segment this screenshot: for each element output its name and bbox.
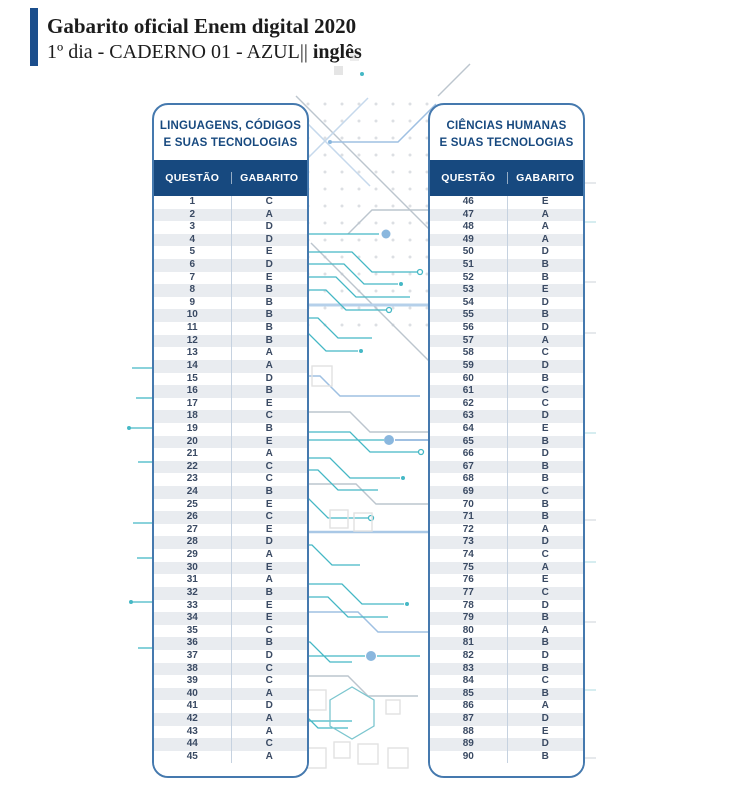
table-row	[430, 675, 583, 688]
answer-cell: B	[231, 637, 308, 650]
question-cell: 12	[186, 334, 198, 346]
question-cell: 68	[462, 473, 474, 485]
table-row	[430, 738, 583, 751]
answer-cell: C	[507, 675, 584, 688]
answer-cell: D	[507, 536, 584, 549]
question-cell: 85	[462, 687, 474, 699]
answer-cell: B	[507, 751, 584, 764]
table-row	[154, 259, 307, 272]
question-cell: 41	[186, 700, 198, 712]
table-row	[430, 688, 583, 701]
page-subtitle-emphasis: inglês	[312, 41, 362, 63]
table-row	[430, 751, 583, 764]
table-row	[154, 536, 307, 549]
table-row	[154, 499, 307, 512]
table-row	[154, 360, 307, 373]
question-cell: 42	[186, 712, 198, 724]
table-row	[154, 385, 307, 398]
table-row	[430, 448, 583, 461]
answer-cell: C	[507, 549, 584, 562]
answer-cell: A	[231, 688, 308, 701]
table-row	[154, 524, 307, 537]
table-row	[154, 335, 307, 348]
answer-cell: B	[507, 499, 584, 512]
answer-cell: D	[507, 297, 584, 310]
question-cell: 88	[462, 725, 474, 737]
question-cell: 86	[462, 700, 474, 712]
table-title	[430, 105, 583, 160]
table-row	[154, 625, 307, 638]
answer-cell: A	[507, 209, 584, 222]
table-row	[430, 335, 583, 348]
answer-cell: D	[507, 322, 584, 335]
answer-cell: A	[507, 700, 584, 713]
table-row	[430, 486, 583, 499]
table-row	[430, 385, 583, 398]
question-cell: 8	[189, 284, 196, 296]
answer-cell: D	[507, 738, 584, 751]
question-cell: 51	[462, 259, 474, 271]
table-row	[430, 473, 583, 486]
question-cell: 89	[462, 738, 474, 750]
question-cell: 76	[462, 574, 474, 586]
answer-cell: B	[507, 511, 584, 524]
table-row	[154, 726, 307, 739]
answer-cell: B	[231, 284, 308, 297]
question-cell: 65	[462, 435, 474, 447]
question-cell: 9	[189, 296, 196, 308]
question-cell: 35	[186, 624, 198, 636]
question-cell: 33	[186, 599, 198, 611]
question-cell: 55	[462, 309, 474, 321]
answer-cell: A	[231, 726, 308, 739]
question-cell: 44	[186, 738, 198, 750]
question-cell: 60	[462, 372, 474, 384]
question-cell: 32	[186, 586, 198, 598]
table-row	[430, 196, 583, 209]
answer-cell: C	[231, 410, 308, 423]
question-cell: 1	[189, 196, 196, 207]
page-title: Gabarito oficial Enem digital 2020	[47, 14, 357, 38]
table-row	[154, 297, 307, 310]
answer-cell: E	[231, 398, 308, 411]
question-cell: 10	[186, 309, 198, 321]
question-cell: 11	[186, 322, 198, 334]
answer-cell: C	[507, 486, 584, 499]
question-cell: 53	[462, 284, 474, 296]
table-row	[430, 234, 583, 247]
answer-cell: C	[231, 738, 308, 751]
answer-cell: B	[507, 373, 584, 386]
answer-cell: D	[507, 713, 584, 726]
question-cell: 49	[462, 233, 474, 245]
question-cell: 31	[186, 574, 198, 586]
question-cell: 69	[462, 486, 474, 498]
table-row	[430, 663, 583, 676]
answer-cell: E	[231, 612, 308, 625]
table-row	[430, 297, 583, 310]
table-row	[154, 423, 307, 436]
table-title-line2: E SUAS TECNOLOGIAS	[163, 137, 298, 149]
answer-cell: A	[507, 335, 584, 348]
question-cell: 48	[462, 221, 474, 233]
column-header-questao: QUESTÃO	[441, 172, 496, 184]
question-cell: 52	[462, 271, 474, 283]
answer-cell: C	[231, 675, 308, 688]
question-cell: 56	[462, 322, 474, 334]
table-row	[430, 221, 583, 234]
table-row	[430, 322, 583, 335]
answer-cell: E	[507, 726, 584, 739]
table-row	[430, 246, 583, 259]
table-body	[430, 196, 583, 776]
column-header-gabarito: GABARITO	[231, 172, 308, 184]
answer-cell: C	[231, 473, 308, 486]
table-row	[154, 562, 307, 575]
answer-cell: D	[231, 373, 308, 386]
table-row	[430, 637, 583, 650]
answer-cell: C	[507, 587, 584, 600]
answer-cell: A	[231, 360, 308, 373]
answer-cell: B	[507, 461, 584, 474]
table-row	[430, 499, 583, 512]
question-cell: 5	[189, 246, 196, 258]
table-row	[430, 549, 583, 562]
answer-cell: B	[231, 486, 308, 499]
table-row	[430, 436, 583, 449]
question-cell: 77	[462, 586, 474, 598]
answer-cell: B	[507, 663, 584, 676]
question-cell: 18	[186, 410, 198, 422]
table-row	[430, 360, 583, 373]
answer-cell: E	[507, 284, 584, 297]
page-subtitle-text: 1º dia - CADERNO 01 - AZUL||	[47, 41, 313, 63]
answer-cell: C	[231, 625, 308, 638]
answer-cell: B	[507, 309, 584, 322]
question-cell: 81	[462, 637, 474, 649]
question-cell: 87	[462, 712, 474, 724]
question-cell: 25	[186, 498, 198, 510]
table-row	[154, 436, 307, 449]
answer-cell: B	[231, 297, 308, 310]
answer-cell: D	[507, 650, 584, 663]
answer-cell: B	[231, 322, 308, 335]
table-row	[154, 398, 307, 411]
table-row	[430, 562, 583, 575]
table-row	[430, 209, 583, 222]
answer-cell: C	[231, 461, 308, 474]
question-cell: 14	[186, 359, 198, 371]
table-row	[154, 549, 307, 562]
question-cell: 67	[462, 460, 474, 472]
question-cell: 59	[462, 359, 474, 371]
table-row	[154, 221, 307, 234]
answer-table-ciencias-humanas	[428, 103, 585, 778]
table-row	[154, 410, 307, 423]
answer-cell: D	[231, 259, 308, 272]
question-cell: 26	[186, 511, 198, 523]
question-cell: 79	[462, 612, 474, 624]
table-row	[154, 574, 307, 587]
question-cell: 78	[462, 599, 474, 611]
question-cell: 70	[462, 498, 474, 510]
table-row	[154, 486, 307, 499]
question-cell: 17	[186, 397, 198, 409]
table-row	[430, 347, 583, 360]
answer-cell: D	[507, 600, 584, 613]
table-row	[430, 536, 583, 549]
table-row	[430, 713, 583, 726]
table-row	[154, 738, 307, 751]
table-row	[154, 675, 307, 688]
answer-cell: D	[231, 650, 308, 663]
table-header-row	[430, 160, 583, 196]
question-cell: 50	[462, 246, 474, 258]
table-row	[430, 574, 583, 587]
table-row	[430, 398, 583, 411]
question-cell: 46	[462, 196, 474, 207]
page-header	[47, 13, 362, 65]
answer-cell: B	[231, 423, 308, 436]
answer-cell: C	[507, 398, 584, 411]
answer-cell: A	[507, 625, 584, 638]
table-row	[154, 209, 307, 222]
table-row	[154, 650, 307, 663]
question-cell: 58	[462, 347, 474, 359]
answer-cell: E	[507, 423, 584, 436]
question-cell: 43	[186, 725, 198, 737]
table-row	[154, 284, 307, 297]
question-cell: 40	[186, 687, 198, 699]
question-cell: 19	[186, 422, 198, 434]
table-row	[154, 309, 307, 322]
answer-cell: B	[507, 436, 584, 449]
question-cell: 38	[186, 662, 198, 674]
table-row	[154, 751, 307, 764]
table-row	[430, 587, 583, 600]
question-cell: 3	[189, 221, 196, 233]
question-cell: 20	[186, 435, 198, 447]
answer-cell: B	[507, 612, 584, 625]
table-row	[430, 524, 583, 537]
answer-cell: B	[231, 335, 308, 348]
answer-cell: E	[231, 436, 308, 449]
question-cell: 72	[462, 523, 474, 535]
question-cell: 29	[186, 549, 198, 561]
answer-cell: B	[231, 587, 308, 600]
table-row	[154, 272, 307, 285]
answer-cell: A	[231, 549, 308, 562]
table-row	[154, 600, 307, 613]
question-cell: 47	[462, 208, 474, 220]
table-row	[154, 246, 307, 259]
table-row	[154, 196, 307, 209]
answer-cell: C	[507, 385, 584, 398]
question-cell: 45	[186, 750, 198, 762]
table-row	[430, 373, 583, 386]
table-row	[430, 461, 583, 474]
answer-cell: B	[507, 688, 584, 701]
table-row	[154, 587, 307, 600]
answer-cell: B	[231, 385, 308, 398]
table-row	[430, 612, 583, 625]
answer-cell: C	[507, 347, 584, 360]
table-title-line1: LINGUAGENS, CÓDIGOS	[159, 120, 302, 132]
answer-cell: D	[507, 360, 584, 373]
answer-cell: A	[507, 221, 584, 234]
table-row	[430, 700, 583, 713]
question-cell: 63	[462, 410, 474, 422]
table-row	[430, 625, 583, 638]
question-cell: 21	[186, 448, 198, 460]
question-cell: 54	[462, 296, 474, 308]
answer-cell: C	[231, 663, 308, 676]
question-cell: 64	[462, 422, 474, 434]
answer-cell: D	[231, 234, 308, 247]
question-cell: 4	[189, 233, 196, 245]
question-cell: 74	[462, 549, 474, 561]
answer-cell: D	[231, 536, 308, 549]
question-cell: 2	[189, 208, 196, 220]
question-cell: 28	[186, 536, 198, 548]
accent-bar	[30, 8, 38, 66]
answer-cell: E	[231, 272, 308, 285]
answer-cell: D	[507, 246, 584, 259]
question-cell: 34	[186, 612, 198, 624]
answer-cell: B	[507, 259, 584, 272]
answer-cell: A	[231, 713, 308, 726]
table-title-line2: E SUAS TECNOLOGIAS	[439, 137, 574, 149]
answer-cell: B	[507, 272, 584, 285]
table-row	[154, 713, 307, 726]
question-cell: 83	[462, 662, 474, 674]
answer-table-linguagens	[152, 103, 309, 778]
table-row	[430, 284, 583, 297]
column-header-gabarito: GABARITO	[507, 172, 584, 184]
question-cell: 80	[462, 624, 474, 636]
question-cell: 13	[186, 347, 198, 359]
answer-cell: B	[231, 309, 308, 322]
answer-cell: E	[231, 562, 308, 575]
question-cell: 24	[186, 486, 198, 498]
answer-cell: E	[507, 196, 584, 209]
answer-cell: C	[231, 511, 308, 524]
table-row	[154, 473, 307, 486]
question-cell: 16	[186, 385, 198, 397]
question-cell: 73	[462, 536, 474, 548]
question-cell: 15	[186, 372, 198, 384]
question-cell: 7	[189, 271, 196, 283]
question-cell: 71	[462, 511, 474, 523]
answer-cell: D	[231, 700, 308, 713]
answer-cell: A	[507, 524, 584, 537]
answer-cell: C	[231, 196, 308, 209]
answer-cell: D	[507, 448, 584, 461]
table-row	[154, 461, 307, 474]
table-row	[430, 726, 583, 739]
table-header-row	[154, 160, 307, 196]
table-row	[430, 259, 583, 272]
table-body	[154, 196, 307, 776]
answer-cell: E	[231, 600, 308, 613]
page-subtitle	[47, 39, 362, 65]
table-row	[154, 373, 307, 386]
table-row	[430, 423, 583, 436]
table-row	[154, 347, 307, 360]
table-row	[154, 637, 307, 650]
question-cell: 30	[186, 561, 198, 573]
table-row	[430, 511, 583, 524]
table-row	[154, 688, 307, 701]
table-row	[430, 309, 583, 322]
question-cell: 84	[462, 675, 474, 687]
table-row	[154, 700, 307, 713]
answer-cell: A	[231, 448, 308, 461]
table-row	[154, 234, 307, 247]
question-cell: 62	[462, 397, 474, 409]
question-cell: 66	[462, 448, 474, 460]
answer-cell: A	[507, 562, 584, 575]
question-cell: 90	[462, 750, 474, 762]
question-cell: 61	[462, 385, 474, 397]
answer-cell: A	[231, 347, 308, 360]
table-row	[430, 410, 583, 423]
answer-cell: E	[507, 574, 584, 587]
table-title-line1: CIÊNCIAS HUMANAS	[446, 120, 567, 132]
question-cell: 36	[186, 637, 198, 649]
question-cell: 75	[462, 561, 474, 573]
answer-cell: E	[231, 499, 308, 512]
table-row	[430, 272, 583, 285]
column-header-questao: QUESTÃO	[165, 172, 220, 184]
question-cell: 6	[189, 259, 196, 271]
question-cell: 82	[462, 649, 474, 661]
question-cell: 23	[186, 473, 198, 485]
table-row	[430, 650, 583, 663]
table-row	[154, 612, 307, 625]
answer-cell: A	[231, 209, 308, 222]
question-cell: 39	[186, 675, 198, 687]
answer-cell: B	[507, 473, 584, 486]
question-cell: 37	[186, 649, 198, 661]
table-row	[154, 663, 307, 676]
answer-cell: A	[507, 234, 584, 247]
question-cell: 22	[186, 460, 198, 472]
table-row	[154, 448, 307, 461]
answer-cell: E	[231, 246, 308, 259]
table-row	[154, 322, 307, 335]
answer-cell: D	[231, 221, 308, 234]
answer-cell: D	[507, 410, 584, 423]
table-title	[154, 105, 307, 160]
answer-cell: B	[507, 637, 584, 650]
table-row	[430, 600, 583, 613]
answer-cell: E	[231, 524, 308, 537]
question-cell: 27	[186, 523, 198, 535]
answer-cell: A	[231, 574, 308, 587]
answer-cell: A	[231, 751, 308, 764]
table-row	[154, 511, 307, 524]
question-cell: 57	[462, 334, 474, 346]
